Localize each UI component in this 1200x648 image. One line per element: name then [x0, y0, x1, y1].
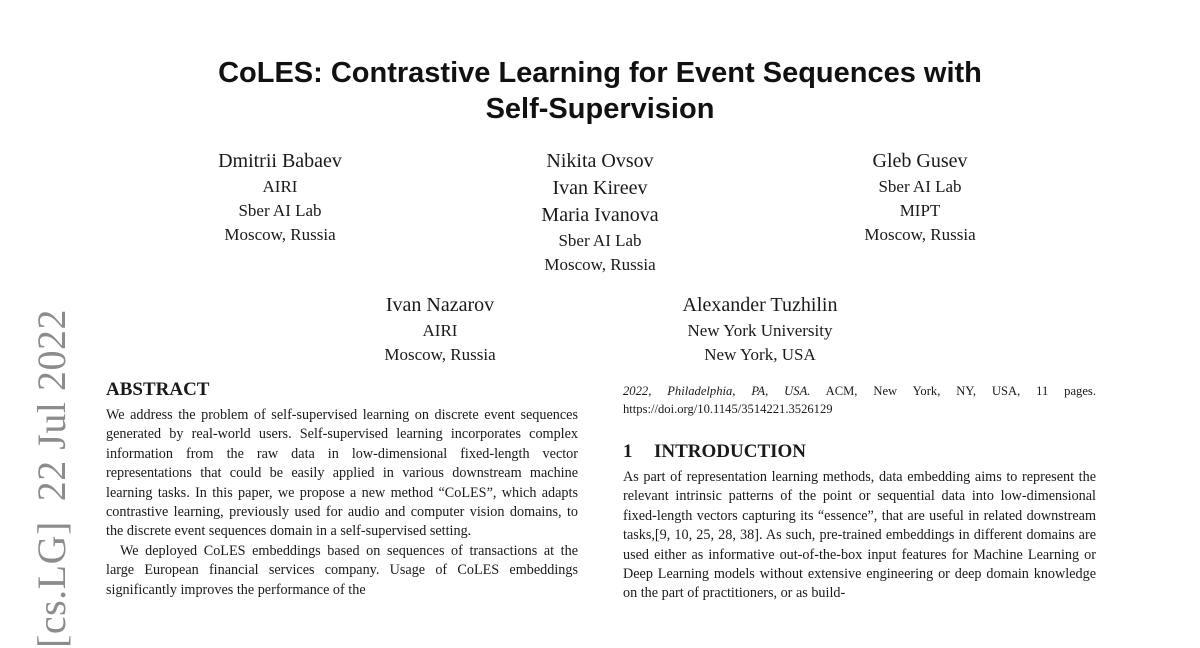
section-number: 1: [623, 441, 633, 462]
author-affiliation: Sber AI Lab: [558, 231, 642, 250]
author-block-tuzhilin: [640, 292, 880, 367]
abstract-heading: ABSTRACT: [106, 379, 210, 400]
author-affiliation: Moscow, Russia: [384, 345, 496, 364]
author-name: Dmitrii Babaev: [218, 150, 342, 172]
arxiv-date: 22 Jul 2022: [29, 309, 74, 502]
title-line-2: Self-Supervision: [485, 93, 715, 125]
author-name: Ivan Kireev: [552, 177, 648, 199]
reference-details: ACM, New York, NY, USA, 11 pages. https://doi.org/10.1145/3514221.3526129: [623, 384, 1096, 416]
arxiv-category: [cs.LG]: [29, 521, 74, 648]
right-column: [623, 382, 1096, 604]
section-title: INTRODUCTION: [654, 441, 807, 462]
author-affiliation: Sber AI Lab: [238, 201, 322, 220]
author-affiliation: New York, USA: [704, 345, 816, 364]
introduction-paragraph: As part of representation learning methods, data embedding aims to represent the relevant intrinsic patterns of the point or sequential data into low-dimensional fixed-length vectors capturing its “essence”, that are useful in related downstream tasks,[9, 10, 25, 28, 38]. As such, pre-trained embeddings in different domains are used either as informative out-of-the-box input features for Machine Learning or Deep Learning models without extensive engineering or deep domain knowledge on the part of practitioners, or as build-: [623, 469, 1096, 602]
author-name: Maria Ivanova: [541, 204, 659, 226]
acm-reference-format: [623, 382, 1096, 418]
author-name: Gleb Gusev: [872, 150, 968, 172]
author-name: Ivan Nazarov: [385, 294, 495, 316]
title-line-1: CoLES: Contrastive Learning for Event Sequences with: [218, 57, 982, 89]
author-affiliation: AIRI: [422, 321, 458, 340]
paper-title: [120, 55, 1080, 127]
author-block-ovsov-kireev-ivanova: [500, 148, 700, 277]
author-affiliation: New York University: [687, 321, 833, 340]
introduction-heading: [623, 440, 1096, 464]
reference-venue: 2022, Philadelphia, PA, USA.: [623, 384, 811, 398]
author-name: Nikita Ovsov: [546, 150, 654, 172]
author-affiliation: MIPT: [899, 201, 941, 220]
abstract-paragraph-2: We deployed CoLES embeddings based on sequences of transactions at the large European financial services company. Usage of CoLES embeddings significantly improves the performance of the: [106, 542, 578, 598]
author-block-gusev: [820, 148, 1020, 247]
author-block-babaev: [180, 148, 380, 247]
left-column: [106, 378, 578, 600]
author-affiliation: Sber AI Lab: [878, 177, 962, 196]
author-block-nazarov: [340, 292, 540, 367]
author-name: Alexander Tuzhilin: [682, 294, 838, 316]
author-affiliation: Moscow, Russia: [864, 225, 976, 244]
arxiv-identifier-stamp: [28, 309, 75, 648]
author-affiliation: AIRI: [262, 177, 298, 196]
author-affiliation: Moscow, Russia: [224, 225, 336, 244]
author-affiliation: Moscow, Russia: [544, 255, 656, 274]
abstract-paragraph-1: We address the problem of self-supervised learning on discrete event sequences generated by real-world users. Self-supervised learning incorporates complex information from the raw data in low-dimensional fixed-length vector representations that could be easily applied in various downstream machine learning tasks. In this paper, we propose a new method “CoLES”, which adapts contrastive learning, previously used for audio and computer vision domains, to the discrete event sequences domain in a self-supervised setting.: [106, 407, 578, 540]
